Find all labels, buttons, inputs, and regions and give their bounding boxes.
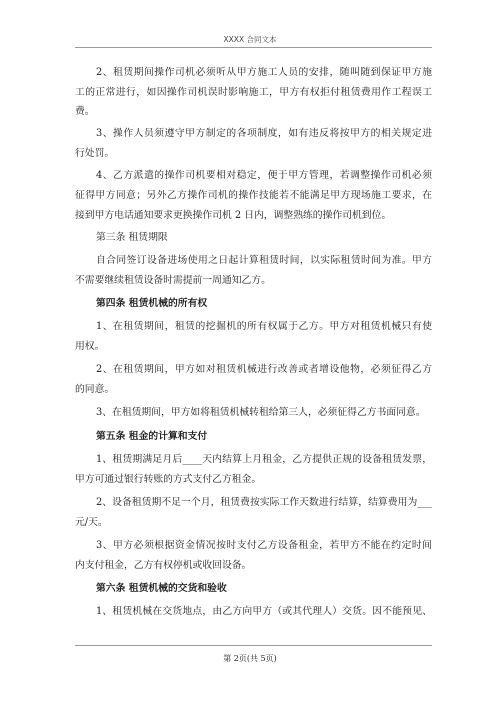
paragraph-line: 行处罚。 [75, 148, 115, 159]
paragraph-line: 自合同签订设备进场使用之日起计算租赁时间，以实际租赁时间为准。甲方 [96, 255, 432, 266]
paragraph-line: 3、甲方必须根据资金情况按时支付乙方设备租金，若甲方不能在约定时间 [96, 540, 432, 551]
paragraph-line: 甲方可通过银行转账的方式支付乙方租金。 [75, 474, 262, 485]
paragraph-line: 2、设备租赁期不足一个月，租赁费按实际工作天数进行结算，结算费用为___ [96, 497, 432, 508]
paragraph-line: 的同意。 [75, 384, 115, 395]
paragraph-line: 不需要继续租赁设备时需提前一周通知乙方。 [75, 275, 271, 286]
paragraph-line: 元/天。 [75, 517, 108, 528]
section-heading: 第四条 租赁机械的所有权 [96, 298, 208, 309]
section-heading: 第五条 租金的计算和支付 [96, 431, 208, 442]
paragraph-line: 征得甲方同意；另外乙方操作司机的操作技能若不能满足甲方现场施工要求，在 [75, 190, 432, 201]
paragraph-line: 1、租赁机械在交货地点，由乙方向甲方（或其代理人）交货。因不能预见、 [96, 606, 432, 617]
page-header-title: XXXX 合同文本 [223, 35, 277, 44]
paragraph-line: 3、操作人员须遵守甲方制定的各项制度，如有违反将按甲方的相关规定进 [96, 128, 432, 139]
paragraph-line: 用权。 [75, 341, 105, 352]
page-number: 第 2页(共 5页) [223, 654, 277, 663]
paragraph-line: 内支付租金，乙方有权停机或收回设备。 [75, 560, 252, 571]
paragraph-line: 1、在租赁期间，租赁的挖掘机的所有权属于乙方。甲方对租赁机械只有使 [96, 321, 432, 332]
footer-rule [75, 645, 432, 646]
paragraph-line: 3、在租赁期间，甲方如将租赁机械转租给第三人，必须征得乙方书面同意。 [96, 407, 426, 418]
paragraph-line: 接到甲方电话通知要求更换操作司机 2 日内，调整熟练的操作司机到位。 [75, 210, 392, 221]
paragraph-line: 1、租赁期满足月后____天内结算上月租金，乙方提供正规的设备租赁发票， [96, 454, 432, 465]
section-heading: 第六条 租赁机械的交货和验收 [96, 583, 227, 594]
paragraph-line: 2、租赁期间操作司机必须听从甲方施工人员的安排，随叫随到保证甲方施 [96, 67, 432, 78]
paragraph-line: 工的正常进行，如因操作司机误时影响施工，甲方有权拒付租赁费用作工程误工 [75, 87, 432, 98]
paragraph-line: 费。 [75, 106, 95, 117]
paragraph-line: 2、在租赁期间，甲方如对租赁机械进行改善或者增设他物，必须征得乙方 [96, 364, 432, 375]
paragraph-line: 4、乙方派遣的操作司机要相对稳定，便于甲方管理，若调整操作司机必须 [96, 170, 432, 181]
header-rule [75, 47, 432, 48]
section-heading: 第三条 租赁期限 [96, 232, 168, 243]
